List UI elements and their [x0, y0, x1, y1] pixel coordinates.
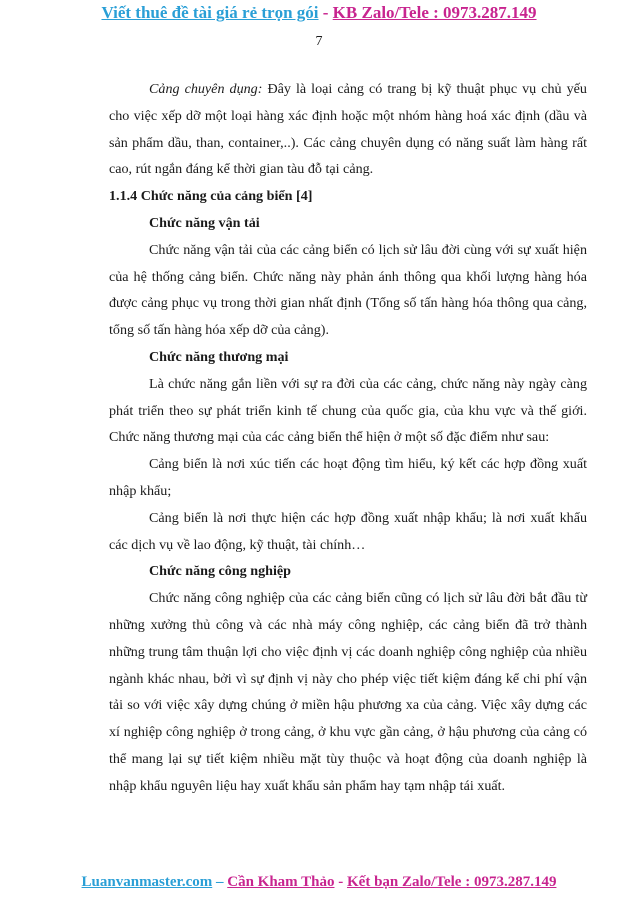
header-link-service[interactable]: Viết thuê đề tài giá rẻ trọn gói — [101, 3, 319, 22]
page-header — [0, 3, 638, 23]
header-link-contact[interactable]: KB Zalo/Tele : 0973.287.149 — [332, 3, 537, 22]
subheading-commerce-function: Chức năng thương mại — [149, 348, 289, 365]
footer-separator: - — [334, 874, 347, 890]
paragraph-commerce-item-2: Cảng biển là nơi thực hiện các hợp đồng xuất nhập khẩu; là nơi xuất khẩu các dịch vụ về lao động, kỹ thuật, tài chính… — [109, 509, 587, 553]
specialized-port-text: Đây là loại cảng có trang bị kỹ thuật phục vụ chủ yếu cho việc xếp dỡ một loại hàng xác định hoặc một nhóm hàng hoá xác định (dầu và sản phẩm dầu, than, container,..). Các cảng chuyên dụng có năng suất làm hàng rất cao, rút ngắn đáng kể thời gian tàu đỗ tại cảng. — [109, 81, 587, 178]
document-body — [109, 76, 587, 800]
header-separator: - — [318, 3, 333, 22]
paragraph-specialized-port — [109, 76, 587, 183]
footer-link-site[interactable]: Luanvanmaster.com — [81, 874, 213, 890]
footer-link-author[interactable]: Cần Kham Thảo — [227, 874, 335, 890]
paragraph-commerce-item-1: Cảng biển là nơi xúc tiến các hoạt động tìm hiểu, ký kết các hợp đồng xuất nhập khẩu; — [109, 456, 587, 499]
paragraph-industry-function: Chức năng công nghiệp của các cảng biển cũng có lịch sử lâu đời bắt đầu từ những xưởng thủ công và các nhà máy công nghiệp, các cảng biển đã trở thành những trung tâm thuận lợi cho việc định vị các doanh nghiệp công nghiệp của nhiều ngành khác nhau, bởi vì sự định vị này cho phép việc tiết kiệm đáng kể chi phí vận tải so với việc xây dựng chúng ở miền hậu phương xa của cảng. Việc xây dựng các xí nghiệp công nghiệp ở trong cảng, ở khu vực gần cảng, ở hậu phương của cảng có thể mang lại sự tiết kiệm nhiều mặt tùy thuộc và hoạt động của doanh nghiệp là nhập khẩu nguyên liệu hay xuất khẩu sản phẩm hay tạm nhập tái xuất. — [109, 590, 587, 794]
footer-dash: – — [212, 874, 228, 890]
term-specialized-port: Cảng chuyên dụng: — [149, 81, 263, 97]
paragraph-transport-function: Chức năng vận tải của các cảng biển có lịch sử lâu đời cùng với sự xuất hiện của hệ thống cảng biển. Chức năng này phản ánh thông qua khối lượng hàng hóa được cảng phục vụ trong thời gian nhất định (Tổng số tấn hàng hóa thông qua cảng, tổng số tấn hàng hóa xếp dỡ của cảng). — [109, 241, 587, 339]
paragraph-commerce-function: Là chức năng gắn liền với sự ra đời của các cảng, chức năng này ngày càng phát triển theo sự phát triển kinh tế chung của quốc gia, của khu vực và thế giới. Chức năng thương mại của các cảng biển thể hiện ở một số đặc điểm như sau: — [109, 375, 587, 446]
page-footer — [0, 874, 638, 891]
section-heading-port-functions: 1.1.4 Chức năng của cảng biển [4] — [109, 188, 313, 205]
footer-link-contact[interactable]: Kết bạn Zalo/Tele : 0973.287.149 — [347, 874, 557, 890]
subheading-transport-function: Chức năng vận tải — [149, 214, 260, 231]
subheading-industry-function: Chức năng công nghiệp — [149, 563, 291, 580]
page-number: 7 — [315, 34, 323, 49]
